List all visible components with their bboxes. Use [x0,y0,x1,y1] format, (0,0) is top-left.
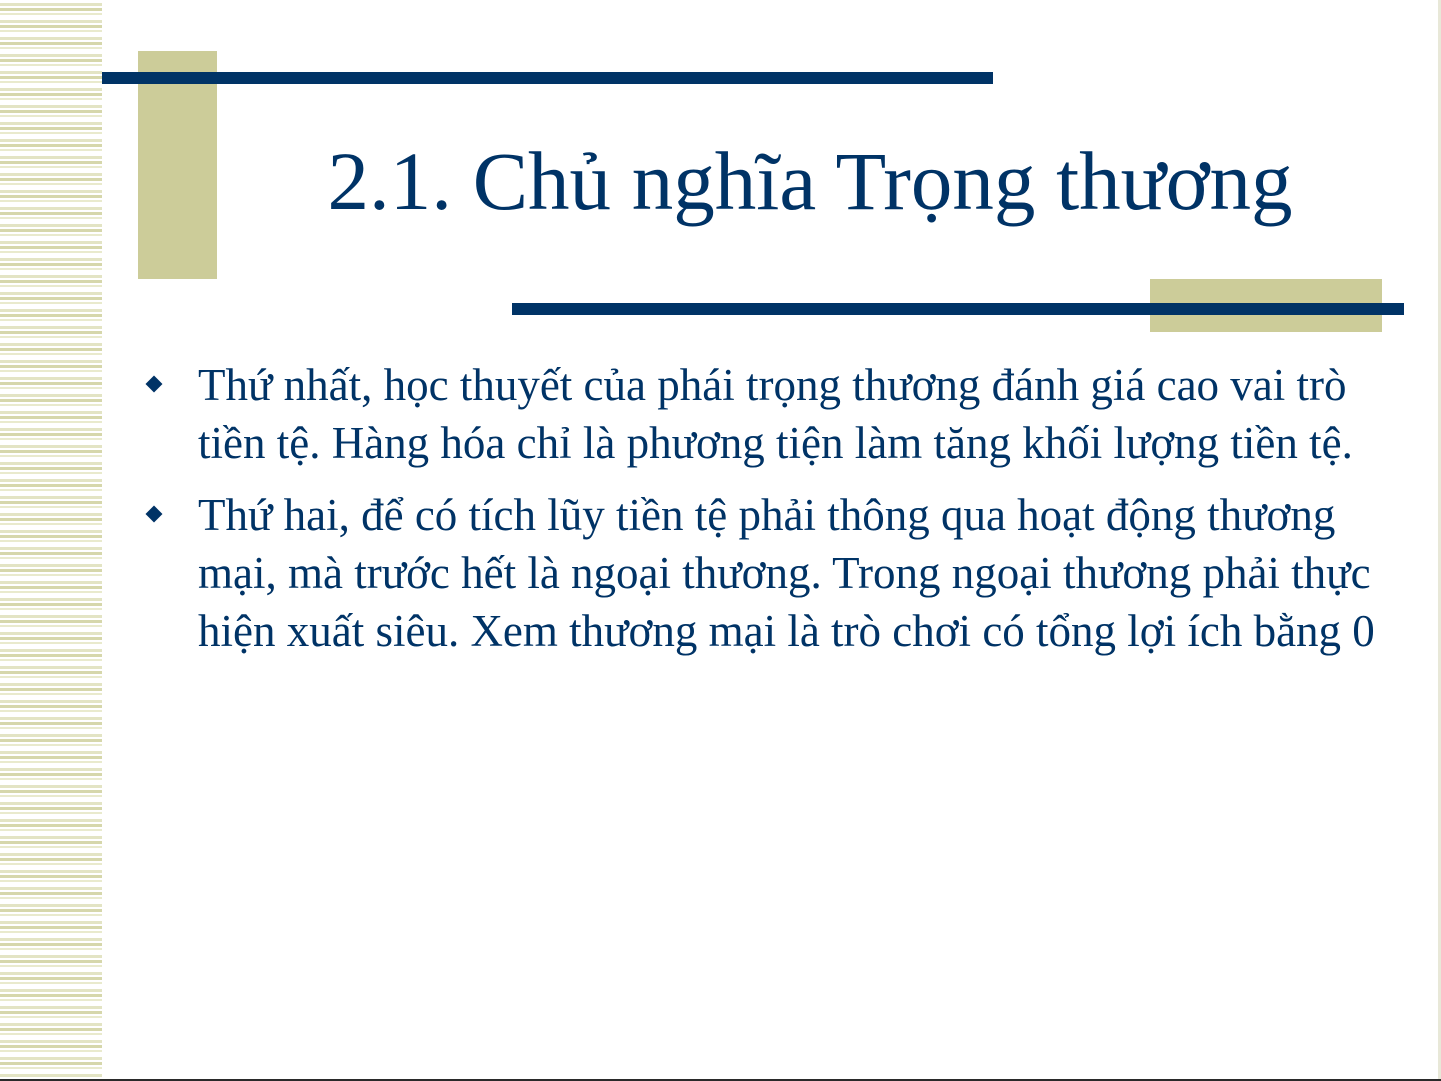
bullet-text: Thứ nhất, học thuyết của phái trọng thương đánh giá cao vai trò tiền tệ. Hàng hóa chỉ là phương tiện làm tăng khối lượng tiền tệ. [198,360,1353,468]
diamond-bullet-icon [146,506,163,523]
slide-title: 2.1. Chủ nghĩa Trọng thương [327,135,1293,227]
left-striped-border [0,0,102,1081]
olive-accent-block-top [138,51,217,279]
bullet-text: Thứ hai, để có tích lũy tiền tệ phải thông qua hoạt động thương mại, mà trước hết là ngoại thương. Trong ngoại thương phải thực hiện xuất siêu. Xem thương mại là trò chơi có tổng lợi ích bằng 0 [198,490,1375,656]
bullet-item [140,356,1390,472]
bullet-item [140,486,1390,660]
navy-accent-bar-bottom [512,303,1404,315]
navy-accent-bar-top [102,72,993,84]
bullet-list [140,356,1390,674]
diamond-bullet-icon [146,376,163,393]
